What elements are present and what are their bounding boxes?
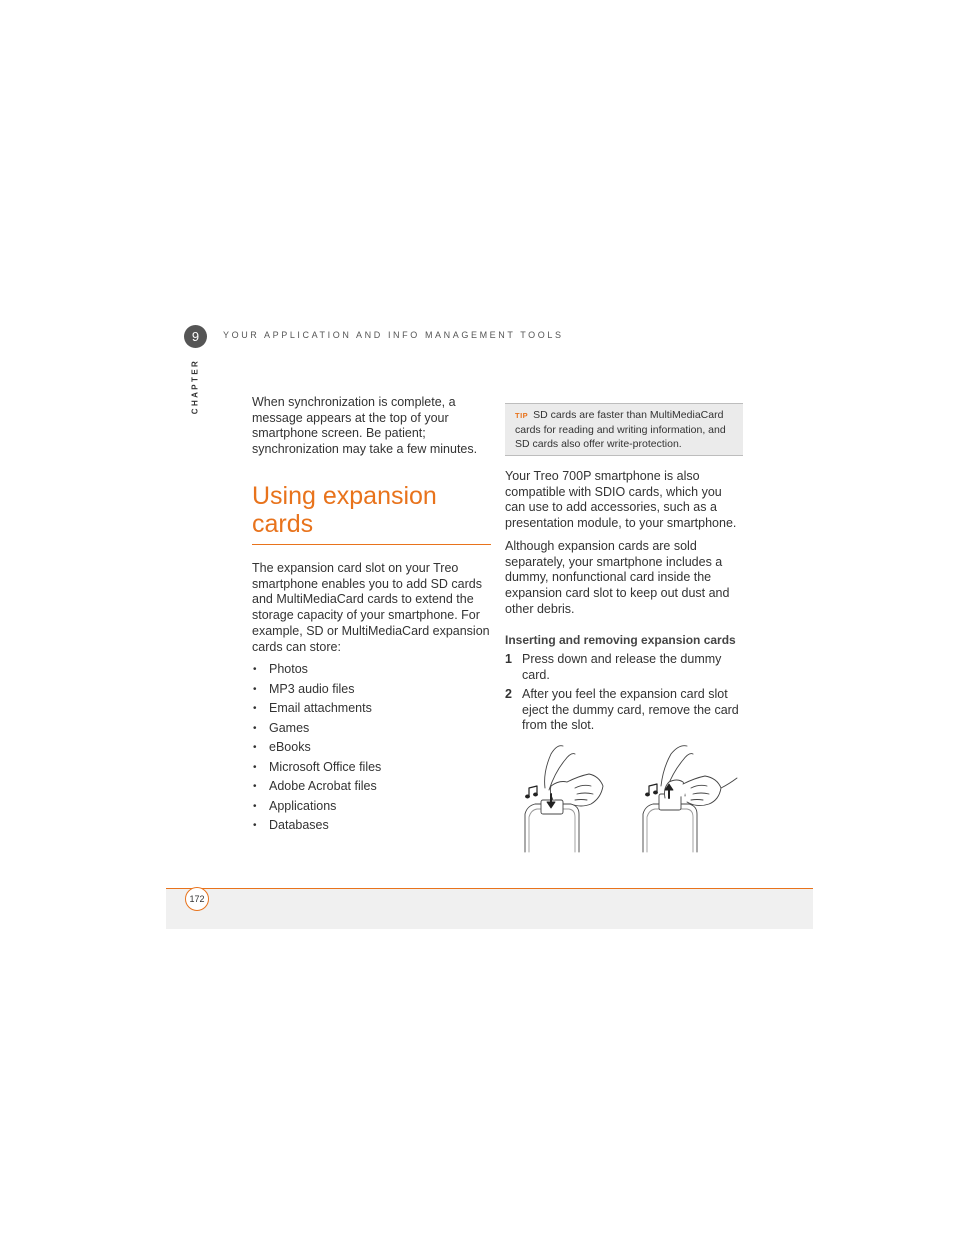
storable-items-list <box>252 660 487 836</box>
list-item: • Games <box>252 719 487 739</box>
sdio-paragraph: Your Treo 700P smartphone is also compatible with SDIO cards, which you can use to add accessories, such as a presentation module, to your smartphone. <box>505 469 737 531</box>
section-heading: Using expansion cards <box>252 482 437 538</box>
sync-complete-paragraph: When synchronization is complete, a message appears at the top of your smartphone screen. Be patient; synchronization may take a few minutes. <box>252 395 478 457</box>
list-item: • Databases <box>252 816 487 836</box>
list-item: • eBooks <box>252 738 487 758</box>
running-head: YOUR APPLICATION AND INFO MANAGEMENT TOOLS <box>223 330 564 340</box>
footer-rule <box>166 888 813 889</box>
tip-box <box>505 403 743 456</box>
dummy-card-paragraph: Although expansion cards are sold separately, your smartphone includes a dummy, nonfunctional card inside the expansion card slot to keep out dust and other debris. <box>505 539 730 616</box>
procedure-subheading: Inserting and removing expansion cards <box>505 633 736 647</box>
list-item: • Photos <box>252 660 487 680</box>
list-item: • Adobe Acrobat files <box>252 777 487 797</box>
list-item: • Email attachments <box>252 699 487 719</box>
step-2 <box>505 687 743 735</box>
tip-text-block <box>515 408 739 451</box>
expansion-slot-paragraph: The expansion card slot on your Treo smartphone enables you to add SD cards and MultiMediaCard cards to extend the storage capacity of your smartphone. For example, SD or MultiMediaCard expansion cards can store: <box>252 561 490 654</box>
list-item: • Applications <box>252 797 487 817</box>
step-1 <box>505 652 743 684</box>
card-removal-illustration <box>515 742 745 854</box>
heading-rule <box>252 544 491 545</box>
step-text: After you feel the expansion card slot eject the dummy card, remove the card from the slot. <box>522 687 739 733</box>
hand-pressing-card-icon <box>525 746 603 852</box>
page-number: 172 <box>185 887 209 911</box>
chapter-vertical-label: CHAPTER <box>190 358 200 415</box>
step-number: 1 <box>505 652 512 666</box>
tip-text: SD cards are faster than MultiMediaCard cards for reading and writing information, and SD cards also offer write-protection. <box>515 409 726 450</box>
list-item: • Microsoft Office files <box>252 758 487 778</box>
music-note-icon <box>526 786 538 798</box>
step-text: Press down and release the dummy card. <box>522 652 722 682</box>
footer-band <box>166 888 813 929</box>
tip-label: TIP <box>515 411 529 420</box>
list-item: • MP3 audio files <box>252 680 487 700</box>
hand-removing-card-icon <box>643 746 737 852</box>
step-number: 2 <box>505 687 512 701</box>
chapter-number-badge: 9 <box>184 325 207 348</box>
music-note-icon <box>646 784 658 796</box>
